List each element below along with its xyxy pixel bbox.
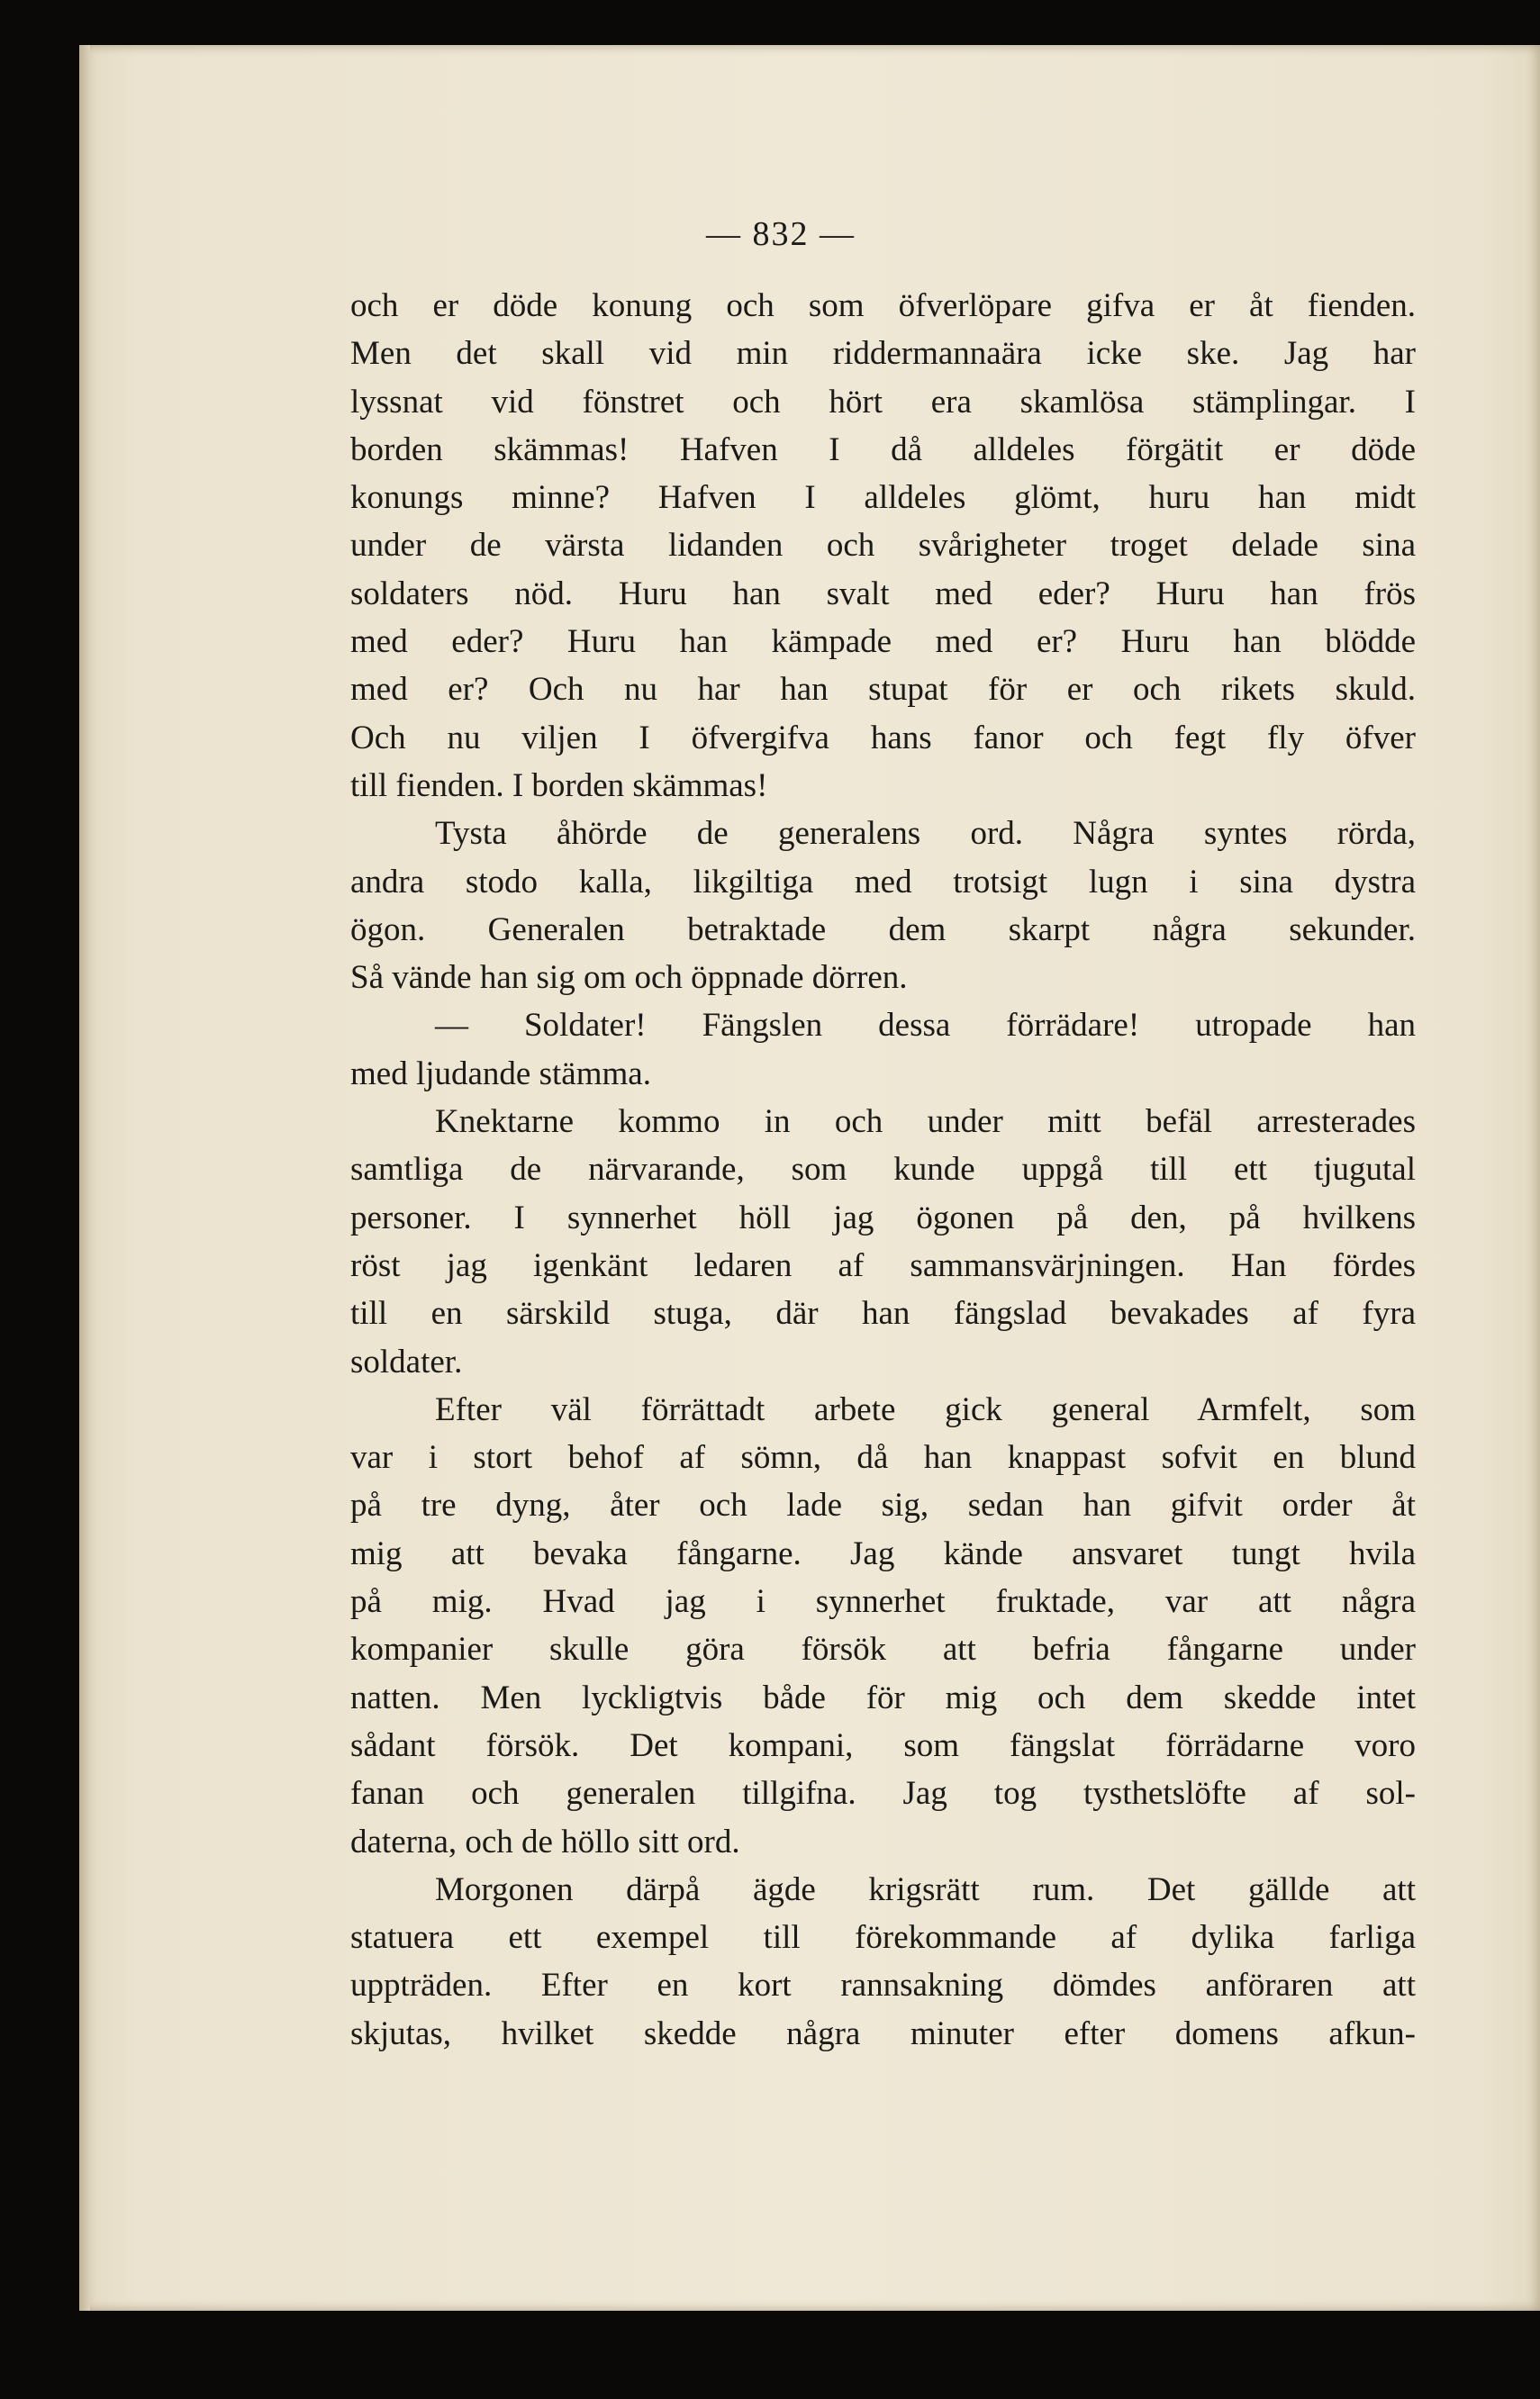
text-line: med eder? Huru han kämpade med er? Huru han blödde (350, 623, 1416, 661)
text-line: Knektarne kommo in och under mitt befäl arresterades (435, 1103, 1416, 1141)
text-line: till en särskild stuga, där han fängslad bevakades af fyra (350, 1295, 1416, 1333)
text-line: lyssnat vid fönstret och hört era skamlösa stämplingar. I (350, 383, 1416, 421)
text-line: på mig. Hvad jag i synnerhet fruktade, var att några (350, 1583, 1416, 1621)
text-line: uppträden. Efter en kort rannsakning dömdes anföraren att (350, 1967, 1416, 2005)
text-line: till fienden. I borden skämmas! (350, 766, 768, 804)
text-line: — Soldater! Fängslen dessa förrädare! utropade han (435, 1007, 1416, 1045)
text-line: var i stort behof af sömn, då han knappast sofvit en blund (350, 1439, 1416, 1477)
text-line: röst jag igenkänt ledaren af sammansvärjningen. Han fördes (350, 1246, 1416, 1284)
text-line: statuera ett exempel till förekommande af dylika farliga (350, 1919, 1416, 1957)
page-binding-edge (79, 45, 90, 2311)
text-line: kompanier skulle göra försök att befria fångarne under (350, 1631, 1416, 1669)
text-line: mig att bevaka fångarne. Jag kände ansvaret tungt hvila (350, 1534, 1416, 1572)
text-line: ögon. Generalen betraktade dem skarpt några sekunder. (350, 910, 1416, 948)
text-line: natten. Men lyckligtvis både för mig och dem skedde intet (350, 1679, 1416, 1716)
text-line: samtliga de närvarande, som kunde uppgå till ett tjugutal (350, 1151, 1416, 1189)
text-line: konungs minne? Hafven I alldeles glömt, huru han midt (350, 479, 1416, 517)
text-line: personer. I synnerhet höll jag ögonen på den, på hvilkens (350, 1199, 1416, 1236)
text-line: sådant försök. Det kompani, som fängslat förrädarne voro (350, 1726, 1416, 1764)
text-line: borden skämmas! Hafven I då alldeles förgätit er döde (350, 430, 1416, 468)
text-line: soldaters nöd. Huru han svalt med eder? Huru han frös (350, 575, 1416, 612)
text-line: Efter väl förrättadt arbete gick general Armfelt, som (435, 1390, 1416, 1428)
text-line: fanan och generalen tillgifna. Jag tog tysthetslöfte af sol- (350, 1775, 1416, 1813)
text-line: med er? Och nu har han stupat för er och rikets skuld. (350, 671, 1416, 709)
text-line: under de värsta lidanden och svårigheter troget delade sina (350, 527, 1416, 565)
text-line: Tysta åhörde de generalens ord. Några syntes rörda, (435, 815, 1416, 853)
text-line: med ljudande stämma. (350, 1055, 651, 1092)
text-line: daterna, och de höllo sitt ord. (350, 1823, 740, 1860)
text-line: Morgonen därpå ägde krigsrätt rum. Det gällde att (435, 1870, 1416, 1908)
text-line: Och nu viljen I öfvergifva hans fanor och fegt fly öfver (350, 719, 1416, 756)
text-line: på tre dyng, åter och lade sig, sedan han gifvit order åt (350, 1487, 1416, 1525)
text-line: soldater. (350, 1343, 463, 1381)
text-line: Men det skall vid min riddermannaära icke ske. Jag har (350, 335, 1416, 373)
text-line: andra stodo kalla, likgiltiga med trotsigt lugn i sina dystra (350, 863, 1416, 901)
page-number: — 832 — (706, 215, 856, 253)
text-line: och er döde konung och som öfverlöpare gifva er åt fienden. (350, 287, 1416, 324)
text-line: Så vände han sig om och öppnade dörren. (350, 959, 908, 997)
body-text (350, 282, 1416, 2058)
text-line: skjutas, hvilket skedde några minuter efter domens afkun- (350, 2014, 1416, 2052)
